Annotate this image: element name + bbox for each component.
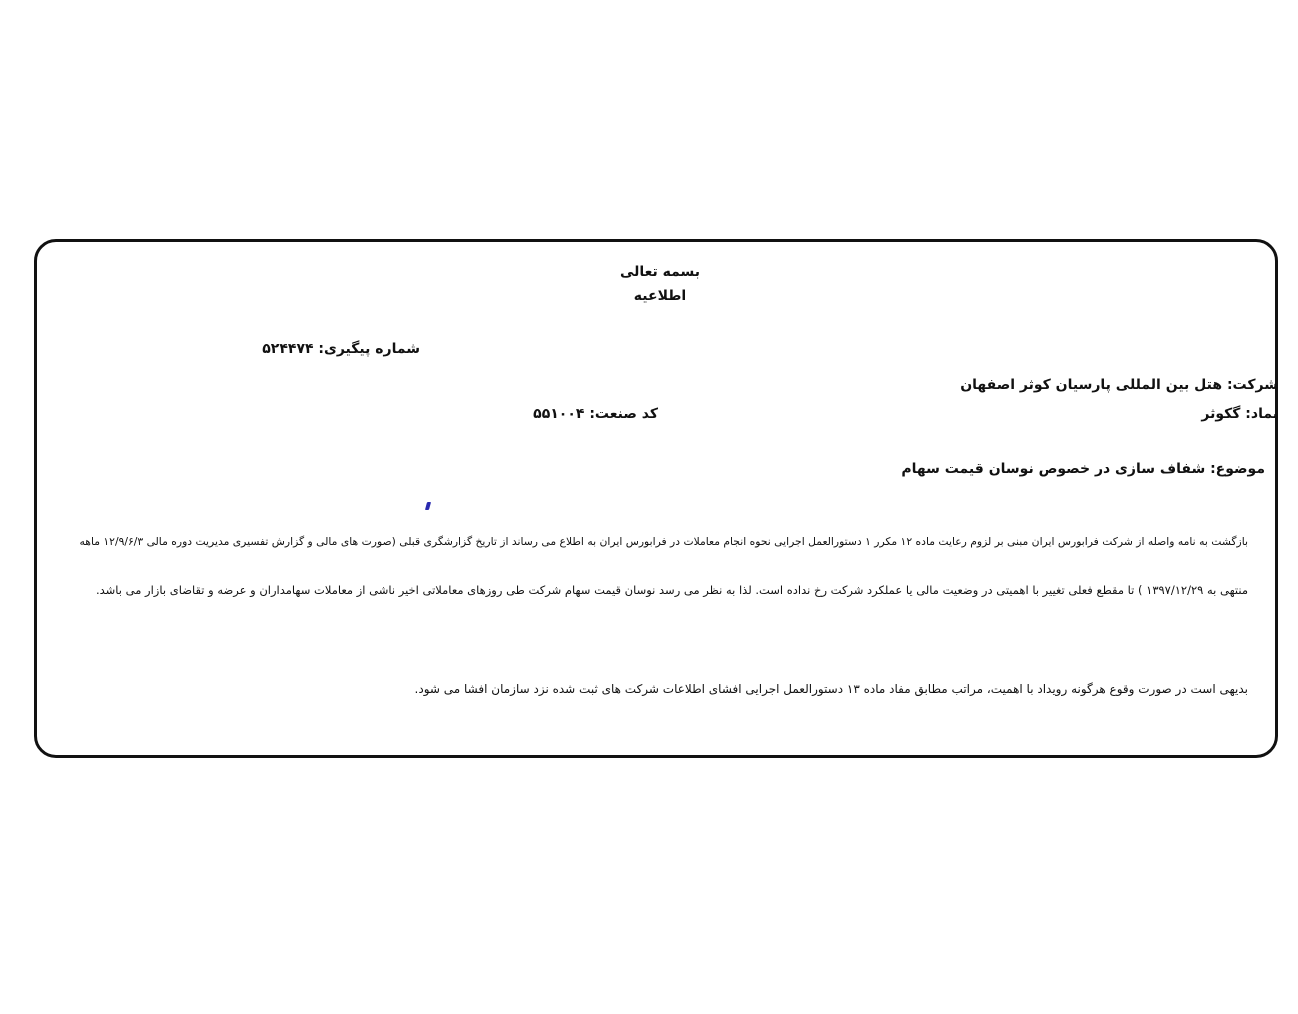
industry-code: کد صنعت: ۵۵۱۰۰۴ [533,406,658,422]
stock-symbol: نماد: گکوثر [1201,406,1278,422]
announcement-frame [34,239,1278,758]
company-name: شرکت: هتل بین المللی پارسیان کوثر اصفهان [960,377,1278,393]
body-paragraph-1-line-1: بازگشت به نامه واصله از شرکت فرابورس ایران مبنی بر لزوم رعایت ماده ۱۲ مکرر ۱ دستورالعمل اجرایی نحوه انجام معاملات در فرابورس ایران به اطلاع می رساند از تاریخ گزارشگری قبلی (صورت های مالی و گزارش تفسیری مدیریت دوره مالی ۱۲/۹/۶/۳ ماهه [79,535,1248,548]
tracking-number: شماره پیگیری: ۵۲۴۴۷۴ [262,341,420,357]
header-title: بسمه تعالی [619,264,701,280]
header-subtitle: اطلاعیه [633,288,687,304]
subject-line: موضوع: شفاف سازی در خصوص نوسان قیمت سهام [901,461,1265,477]
body-paragraph-1-line-2: منتهی به ۱۳۹۷/۱۲/۲۹ ) تا مقطع فعلی تغییر با اهمیتی در وضعیت مالی یا عملکرد شرکت رخ نداده است. لذا به نظر می رسد نوسان قیمت سهام شرکت طی روزهای معاملاتی اخیر ناشی از معاملات سهامداران و عرضه و تقاضای بازار می باشد. [95,583,1248,597]
body-paragraph-2: بدیهی است در صورت وقوع هرگونه رویداد با اهمیت، مراتب مطابق مفاد ماده ۱۳ دستورالعمل اجرایی افشای اطلاعات شرکت های ثبت شده نزد سازمان افشا می شود. [414,682,1248,696]
